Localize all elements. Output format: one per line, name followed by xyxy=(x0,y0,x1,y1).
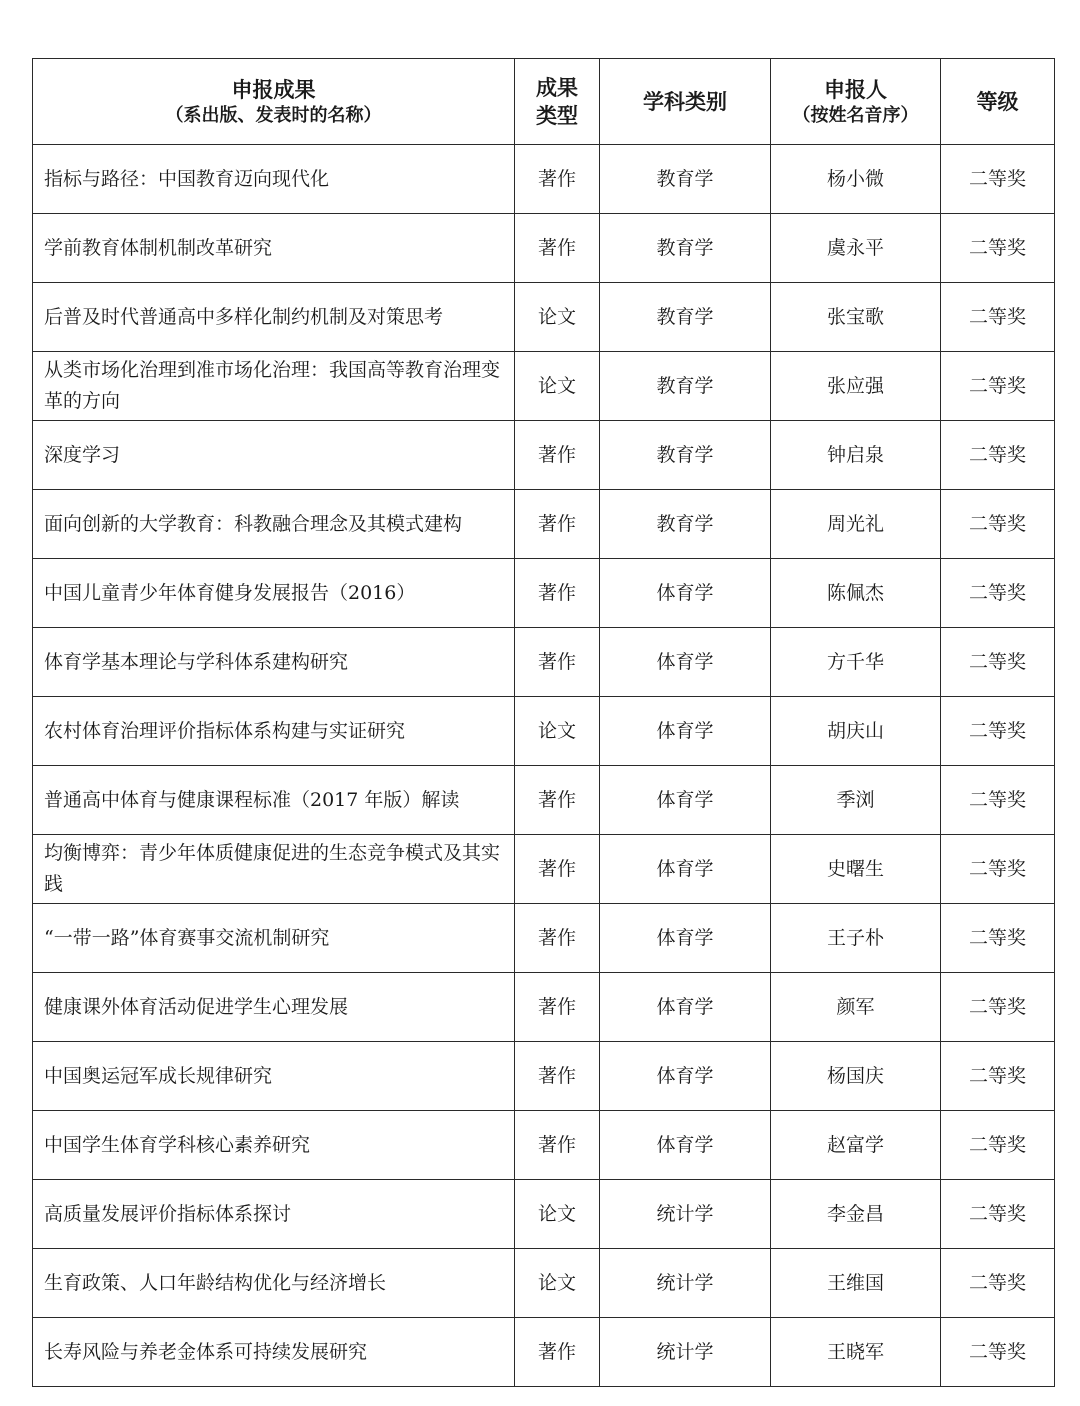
cell-grade: 二等奖 xyxy=(941,697,1055,766)
cell-type: 论文 xyxy=(515,283,600,352)
cell-type: 著作 xyxy=(515,214,600,283)
table-row xyxy=(33,145,1055,214)
cell-grade: 二等奖 xyxy=(941,835,1055,904)
cell-discipline: 体育学 xyxy=(600,973,771,1042)
cell-grade: 二等奖 xyxy=(941,973,1055,1042)
table-row xyxy=(33,490,1055,559)
header-applicant xyxy=(771,59,941,145)
cell-applicant: 史曙生 xyxy=(771,835,941,904)
cell-type: 论文 xyxy=(515,352,600,421)
cell-applicant: 钟启泉 xyxy=(771,421,941,490)
cell-discipline: 统计学 xyxy=(600,1318,771,1387)
cell-title: 深度学习 xyxy=(33,421,515,490)
cell-discipline: 教育学 xyxy=(600,214,771,283)
cell-type: 著作 xyxy=(515,1042,600,1111)
cell-title: 普通高中体育与健康课程标准（2017 年版）解读 xyxy=(33,766,515,835)
cell-discipline: 教育学 xyxy=(600,145,771,214)
cell-applicant: 王子朴 xyxy=(771,904,941,973)
table-row xyxy=(33,628,1055,697)
cell-discipline: 教育学 xyxy=(600,490,771,559)
cell-grade: 二等奖 xyxy=(941,1318,1055,1387)
header-title-sub: （系出版、发表时的名称） xyxy=(165,104,382,126)
cell-grade: 二等奖 xyxy=(941,214,1055,283)
cell-discipline: 体育学 xyxy=(600,835,771,904)
table-header-row xyxy=(33,59,1055,145)
cell-type: 著作 xyxy=(515,421,600,490)
cell-grade: 二等奖 xyxy=(941,1249,1055,1318)
awards-table-container xyxy=(32,58,1055,1387)
cell-grade: 二等奖 xyxy=(941,421,1055,490)
cell-type: 论文 xyxy=(515,1249,600,1318)
header-applicant-sub: （按姓名音序） xyxy=(792,104,919,126)
header-discipline: 学科类别 xyxy=(600,59,771,145)
cell-title: 从类市场化治理到准市场化治理：我国高等教育治理变革的方向 xyxy=(33,352,515,421)
cell-applicant: 胡庆山 xyxy=(771,697,941,766)
cell-discipline: 统计学 xyxy=(600,1249,771,1318)
cell-discipline: 教育学 xyxy=(600,421,771,490)
cell-discipline: 统计学 xyxy=(600,1180,771,1249)
cell-title: 高质量发展评价指标体系探讨 xyxy=(33,1180,515,1249)
header-applicant-main: 申报人 xyxy=(824,77,887,102)
cell-title: 面向创新的大学教育：科教融合理念及其模式建构 xyxy=(33,490,515,559)
cell-discipline: 体育学 xyxy=(600,1111,771,1180)
table-row xyxy=(33,697,1055,766)
cell-applicant: 王晓军 xyxy=(771,1318,941,1387)
cell-title: 中国奥运冠军成长规律研究 xyxy=(33,1042,515,1111)
header-type-line2: 类型 xyxy=(536,103,578,128)
table-row xyxy=(33,559,1055,628)
cell-title: 中国学生体育学科核心素养研究 xyxy=(33,1111,515,1180)
cell-type: 著作 xyxy=(515,1111,600,1180)
table-row xyxy=(33,283,1055,352)
cell-type: 著作 xyxy=(515,766,600,835)
header-title-main: 申报成果 xyxy=(231,77,316,102)
cell-title: 健康课外体育活动促进学生心理发展 xyxy=(33,973,515,1042)
cell-applicant: 王维国 xyxy=(771,1249,941,1318)
table-row xyxy=(33,835,1055,904)
cell-grade: 二等奖 xyxy=(941,766,1055,835)
cell-type: 著作 xyxy=(515,628,600,697)
cell-title: 均衡博弈：青少年体质健康促进的生态竞争模式及其实践 xyxy=(33,835,515,904)
cell-grade: 二等奖 xyxy=(941,904,1055,973)
cell-title: 学前教育体制机制改革研究 xyxy=(33,214,515,283)
cell-type: 著作 xyxy=(515,973,600,1042)
cell-applicant: 陈佩杰 xyxy=(771,559,941,628)
cell-grade: 二等奖 xyxy=(941,145,1055,214)
cell-applicant: 张应强 xyxy=(771,352,941,421)
awards-table xyxy=(32,58,1055,1387)
cell-applicant: 赵富学 xyxy=(771,1111,941,1180)
header-title xyxy=(33,59,515,145)
cell-type: 论文 xyxy=(515,697,600,766)
cell-grade: 二等奖 xyxy=(941,490,1055,559)
cell-type: 著作 xyxy=(515,1318,600,1387)
table-row xyxy=(33,352,1055,421)
cell-discipline: 体育学 xyxy=(600,697,771,766)
cell-discipline: 教育学 xyxy=(600,352,771,421)
table-row xyxy=(33,973,1055,1042)
cell-title: 生育政策、人口年龄结构优化与经济增长 xyxy=(33,1249,515,1318)
cell-type: 著作 xyxy=(515,904,600,973)
table-body xyxy=(33,145,1055,1387)
cell-discipline: 体育学 xyxy=(600,628,771,697)
cell-applicant: 杨小微 xyxy=(771,145,941,214)
cell-discipline: 教育学 xyxy=(600,283,771,352)
table-row xyxy=(33,1249,1055,1318)
cell-grade: 二等奖 xyxy=(941,1042,1055,1111)
cell-grade: 二等奖 xyxy=(941,559,1055,628)
table-row xyxy=(33,1180,1055,1249)
cell-applicant: 方千华 xyxy=(771,628,941,697)
cell-discipline: 体育学 xyxy=(600,904,771,973)
header-grade: 等级 xyxy=(941,59,1055,145)
header-type-line1: 成果 xyxy=(536,75,578,100)
cell-applicant: 李金昌 xyxy=(771,1180,941,1249)
cell-title: 后普及时代普通高中多样化制约机制及对策思考 xyxy=(33,283,515,352)
table-row xyxy=(33,904,1055,973)
cell-type: 论文 xyxy=(515,1180,600,1249)
cell-grade: 二等奖 xyxy=(941,628,1055,697)
cell-discipline: 体育学 xyxy=(600,1042,771,1111)
cell-grade: 二等奖 xyxy=(941,283,1055,352)
cell-title: 指标与路径：中国教育迈向现代化 xyxy=(33,145,515,214)
cell-title: 体育学基本理论与学科体系建构研究 xyxy=(33,628,515,697)
cell-grade: 二等奖 xyxy=(941,352,1055,421)
cell-type: 著作 xyxy=(515,835,600,904)
cell-title: 长寿风险与养老金体系可持续发展研究 xyxy=(33,1318,515,1387)
cell-title: “一带一路”体育赛事交流机制研究 xyxy=(33,904,515,973)
cell-grade: 二等奖 xyxy=(941,1180,1055,1249)
cell-type: 著作 xyxy=(515,559,600,628)
header-type xyxy=(515,59,600,145)
cell-title: 中国儿童青少年体育健身发展报告（2016） xyxy=(33,559,515,628)
cell-applicant: 颜军 xyxy=(771,973,941,1042)
cell-title: 农村体育治理评价指标体系构建与实证研究 xyxy=(33,697,515,766)
table-row xyxy=(33,421,1055,490)
cell-applicant: 张宝歌 xyxy=(771,283,941,352)
cell-discipline: 体育学 xyxy=(600,766,771,835)
cell-type: 著作 xyxy=(515,145,600,214)
table-row xyxy=(33,1318,1055,1387)
table-row xyxy=(33,214,1055,283)
cell-applicant: 杨国庆 xyxy=(771,1042,941,1111)
cell-applicant: 虞永平 xyxy=(771,214,941,283)
cell-type: 著作 xyxy=(515,490,600,559)
table-row xyxy=(33,766,1055,835)
cell-applicant: 季浏 xyxy=(771,766,941,835)
table-row xyxy=(33,1042,1055,1111)
table-row xyxy=(33,1111,1055,1180)
cell-grade: 二等奖 xyxy=(941,1111,1055,1180)
cell-applicant: 周光礼 xyxy=(771,490,941,559)
cell-discipline: 体育学 xyxy=(600,559,771,628)
